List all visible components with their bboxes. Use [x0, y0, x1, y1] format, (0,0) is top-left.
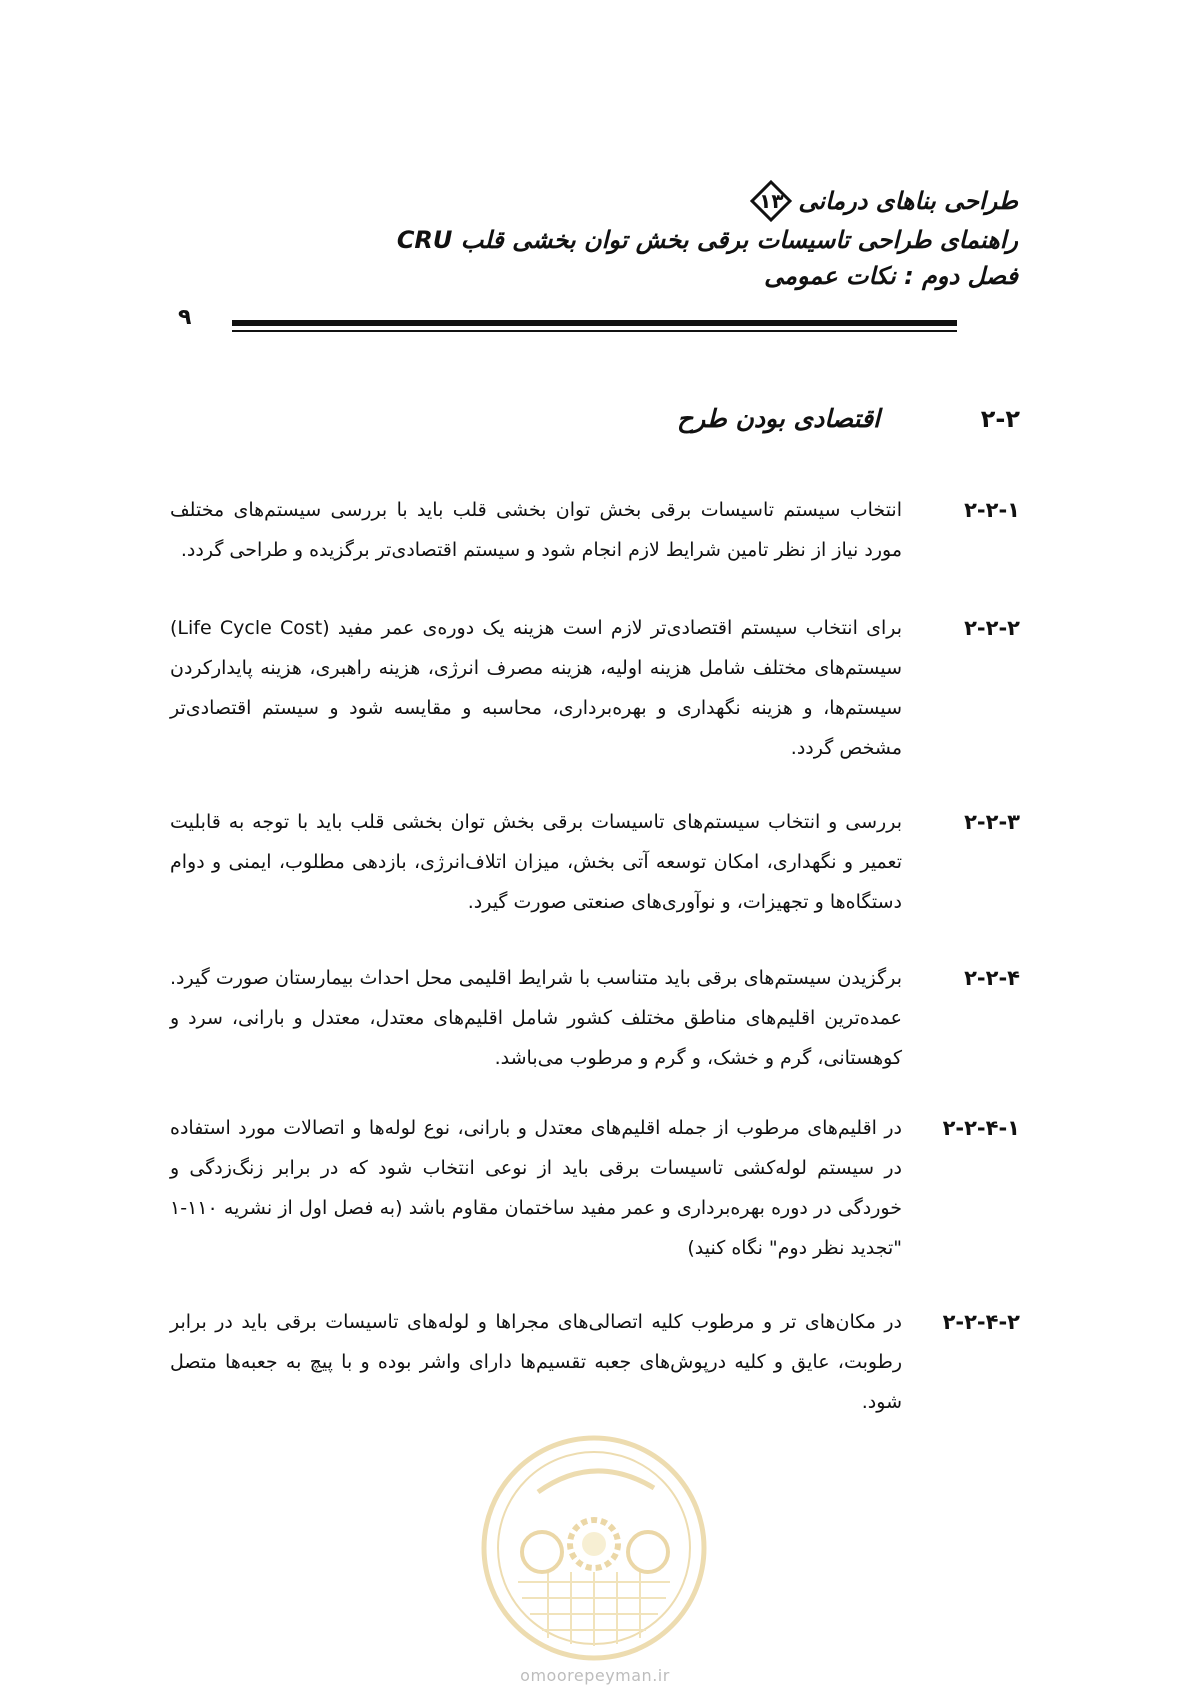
header-rule-thin [232, 330, 957, 332]
clause-2 [170, 608, 1020, 768]
clause-text: برگزیدن سیستم‌های برقی باید متناسب با شرایط اقلیمی محل احداث بیمارستان صورت گیرد. عمده‌ترین اقلیم‌های مناطق مختلف کشور شامل اقلیم‌های معتدل، معتدل و بارانی، سرد و کوهستانی، گرم و خشک، و گرم و مرطوب می‌باشد. [170, 967, 902, 1069]
clause-4 [170, 958, 1020, 1078]
running-header [258, 180, 1018, 294]
volume-number: ۱۳ [759, 189, 784, 213]
clause-number: ۲-۲-۴ [964, 966, 1020, 990]
page-number: ۹ [178, 305, 192, 330]
clause-4-1 [170, 1108, 1020, 1268]
clause-3 [170, 802, 1020, 922]
clause-text: در مکان‌های تر و مرطوب کلیه اتصالی‌های مجراها و لوله‌های تاسیسات برقی باید در برابر رطوبت، عایق و کلیه درپوش‌های جعبه تقسیم‌ها دارای واشر بوده و با پیچ به جعبه‌ها متصل شود. [170, 1311, 902, 1413]
volume-badge [750, 180, 792, 222]
book-title: طراحی بناهای درمانی [798, 187, 1018, 215]
clause-number: ۲-۲-۱ [964, 498, 1020, 522]
clause-number: ۲-۲-۳ [964, 810, 1020, 834]
clause-text: برای انتخاب سیستم اقتصادی‌تر لازم است هزینه یک دوره‌ی عمر مفید (Life Cycle Cost) سیستم‌های مختلف شامل هزینه اولیه، هزینه مصرف انرژی، هزینه راهبری، هزینه پایدارکردن سیستم‌ها، و هزینه نگهداری و بهره‌برداری، محاسبه و مقایسه شود و سیستم اقتصادی‌تر مشخص گردد. [170, 617, 902, 759]
header-rule-thick [232, 320, 957, 326]
clause-number: ۲-۲-۲ [964, 616, 1020, 640]
clause-text: در اقلیم‌های مرطوب از جمله اقلیم‌های معتدل و بارانی، نوع لوله‌ها و اتصالات مورد استفاده در سیستم لوله‌کشی تاسیسات برقی باید از نوعی انتخاب شود که در برابر زنگ‌زدگی و خوردگی در دوره بهره‌برداری و عمر مفید ساختمان مقاوم باشد (به فصل اول از نشریه ۱۱۰-۱ "تجدید نظر دوم" نگاه کنید) [170, 1117, 902, 1259]
section-number: ۲-۲ [980, 404, 1020, 433]
clause-text: بررسی و انتخاب سیستم‌های تاسیسات برقی بخش توان بخشی قلب باید با توجه به قابلیت تعمیر و نگهداری، امکان توسعه آتی بخش، میزان اتلاف‌انرژی، بازدهی مطلوب، ایمنی و دوام دستگاه‌ها و تجهیزات، و نوآوری‌های صنعتی صورت گیرد. [170, 811, 902, 913]
clause-text: انتخاب سیستم تاسیسات برقی بخش توان بخشی قلب باید با بررسی سیستم‌های مختلف مورد نیاز از نظر تامین شرایط لازم انجام شود و سیستم اقتصادی‌تر برگزیده و طراحی گردد. [170, 499, 902, 561]
section-title: اقتصادی بودن طرح [676, 404, 880, 433]
clause-number: ۲-۲-۴-۲ [942, 1310, 1020, 1334]
header-line-2: راهنمای طراحی تاسیسات برقی بخش توان بخشی قلب CRU [396, 226, 1018, 254]
footer-url: omoorepeyman.ir [520, 1666, 670, 1685]
section-heading [200, 404, 1020, 433]
clause-4-2 [170, 1302, 1020, 1422]
header-line-1 [258, 180, 1018, 222]
watermark-stamp [478, 1432, 710, 1664]
clause-number: ۲-۲-۴-۱ [942, 1116, 1020, 1140]
header-line-3: فصل دوم : نکات عمومی [764, 262, 1018, 290]
clause-1 [170, 490, 1020, 570]
